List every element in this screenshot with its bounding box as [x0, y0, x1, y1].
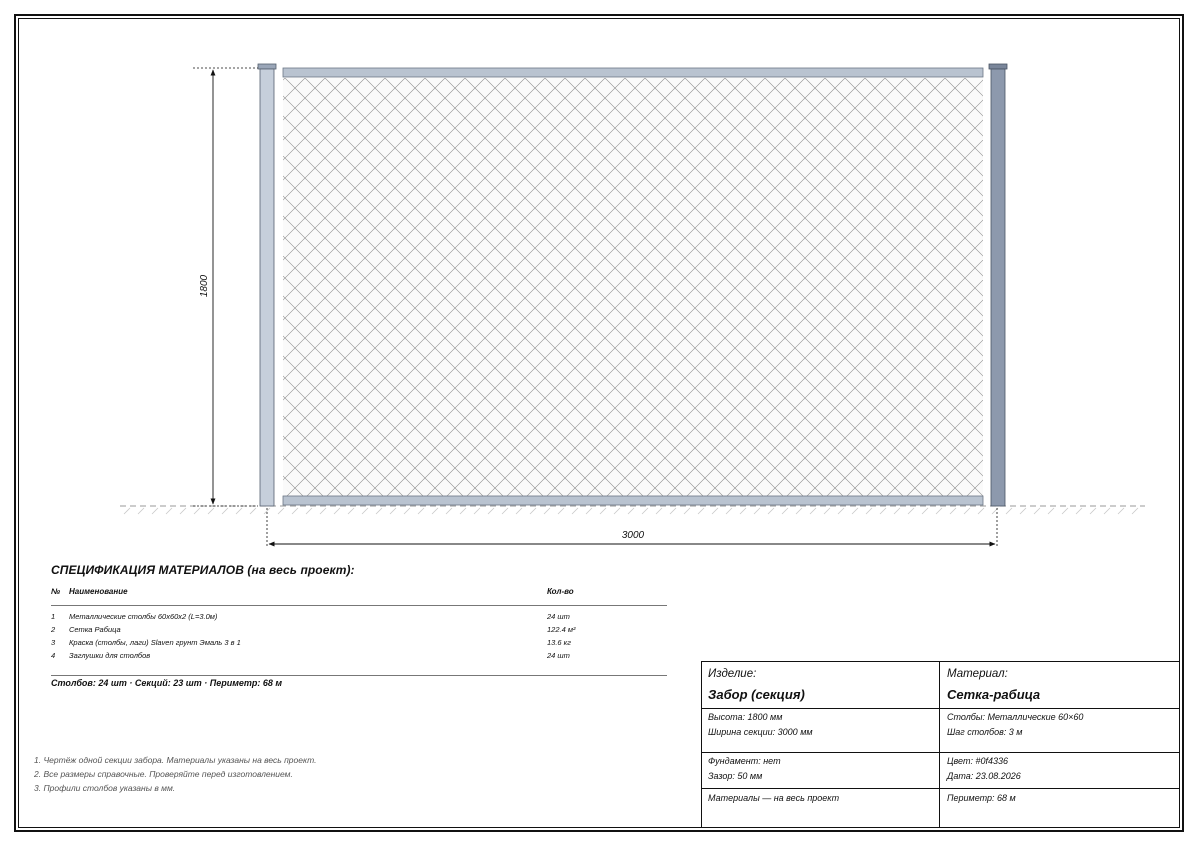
ground-hatch-stroke: [502, 508, 508, 514]
spec-row-name: Металлические столбы 60x60x2 (L=3.0м): [69, 612, 218, 621]
ground-hatch-stroke: [460, 508, 466, 514]
mesh-wire: [1185, 78, 1200, 496]
ground-hatch-stroke: [698, 508, 704, 514]
ground-hatch-stroke: [600, 508, 606, 514]
ground-hatch-stroke: [768, 508, 774, 514]
ground-hatch-stroke: [824, 508, 830, 514]
mesh-wire: [0, 78, 5, 496]
mesh-wire: [0, 78, 125, 496]
ground-hatch-stroke: [838, 508, 844, 514]
spec-col-qty: Кол-во: [547, 587, 574, 596]
ground-hatch-stroke: [572, 508, 578, 514]
spec-row: [51, 638, 671, 650]
mesh-wire: [0, 78, 283, 496]
ground-hatch-stroke: [1076, 508, 1082, 514]
ground-hatch-stroke: [684, 508, 690, 514]
ground-hatch-stroke: [796, 508, 802, 514]
spec-row-qty: 24 шт: [547, 651, 570, 660]
ground-hatch-stroke: [936, 508, 942, 514]
spec-header-rule: [51, 605, 667, 606]
ground-hatch-stroke: [894, 508, 900, 514]
ground-hatch-stroke: [1034, 508, 1040, 514]
ground-hatch-stroke: [516, 508, 522, 514]
color-info: Цвет: #0f4336: [947, 756, 1008, 766]
ground-hatch-stroke: [236, 508, 242, 514]
ground-hatch-stroke: [250, 508, 256, 514]
ground-hatch-stroke: [124, 508, 130, 514]
section-width-info: Ширина секции: 3000 мм: [708, 727, 813, 737]
ground-hatch-stroke: [418, 508, 424, 514]
drawing-notes: [34, 753, 316, 795]
spec-row-number: 2: [51, 625, 56, 634]
ground-hatch-stroke: [642, 508, 648, 514]
mesh-wire: [1145, 78, 1200, 496]
spec-row-qty: 13.6 кг: [547, 638, 571, 647]
ground-hatch-stroke: [152, 508, 158, 514]
perimeter-info: Периметр: 68 м: [947, 793, 1016, 803]
ground-hatch-stroke: [222, 508, 228, 514]
ground-hatch-stroke: [432, 508, 438, 514]
spec-row-name: Заглушки для столбов: [69, 651, 151, 660]
title-block-divider: [702, 752, 1179, 753]
ground-hatch-stroke: [208, 508, 214, 514]
ground-hatch-stroke: [194, 508, 200, 514]
mesh-wire: [0, 78, 323, 496]
right-post-cap: [989, 64, 1007, 69]
spec-row: [51, 651, 671, 663]
spec-row-number: 3: [51, 638, 56, 647]
ground-hatch-stroke: [880, 508, 886, 514]
ground-hatch-stroke: [782, 508, 788, 514]
ground-hatch-stroke: [544, 508, 550, 514]
spec-row-name: Сетка Рабица: [69, 625, 121, 634]
ground-hatch-stroke: [1104, 508, 1110, 514]
foundation-info: Фундамент: нет: [708, 756, 781, 766]
ground-hatch-stroke: [1006, 508, 1012, 514]
material-value: Сетка-рабица: [947, 687, 1041, 702]
ground-hatch-stroke: [726, 508, 732, 514]
mesh-wire: [1005, 78, 1200, 496]
mesh-wire: [0, 78, 325, 496]
height-dimension-label: 1800: [199, 274, 210, 298]
mesh-wire: [0, 78, 25, 496]
ground-hatch-stroke: [754, 508, 760, 514]
ground-hatch-stroke: [852, 508, 858, 514]
spec-row: [51, 612, 671, 624]
left-post-cap: [258, 64, 276, 69]
ground-hatch-stroke: [964, 508, 970, 514]
ground-hatch-stroke: [1090, 508, 1096, 514]
mesh-wire: [1105, 78, 1200, 496]
ground-hatch-stroke: [978, 508, 984, 514]
note-line: 2. Все размеры справочные. Проверяйте перед изготовлением.: [34, 769, 293, 779]
ground-hatch-stroke: [390, 508, 396, 514]
spec-row-number: 4: [51, 651, 56, 660]
product-value: Забор (секция): [708, 687, 805, 702]
mesh-wire: [0, 78, 285, 496]
mesh-wire: [0, 78, 145, 496]
material-label: Материал:: [947, 668, 1008, 680]
ground-hatch-stroke: [446, 508, 452, 514]
ground-hatch-stroke: [530, 508, 536, 514]
ground-hatch-stroke: [1118, 508, 1124, 514]
bottom-rail: [283, 496, 983, 505]
mesh-wire: [0, 78, 105, 496]
mesh-wire: [0, 78, 265, 496]
date-info: Дата: 23.08.2026: [947, 771, 1021, 781]
spec-row: [51, 625, 671, 637]
ground-hatch-stroke: [1132, 508, 1138, 514]
right-post: [991, 69, 1005, 506]
ground-hatch-stroke: [334, 508, 340, 514]
ground-hatch-stroke: [138, 508, 144, 514]
left-post: [260, 69, 274, 506]
ground-hatch-stroke: [1062, 508, 1068, 514]
ground-hatch-stroke: [1048, 508, 1054, 514]
mesh-wire: [0, 78, 225, 496]
post-step-info: Шаг столбов: 3 м: [947, 727, 1023, 737]
ground-hatch-stroke: [908, 508, 914, 514]
mesh-wire: [0, 78, 185, 496]
ground-hatch-stroke: [740, 508, 746, 514]
mesh-wire: [0, 78, 65, 496]
title-block-divider-vertical: [939, 662, 940, 827]
mesh-wire: [947, 78, 1200, 496]
ground-hatch-stroke: [866, 508, 872, 514]
mesh-wire: [0, 78, 165, 496]
spec-title: СПЕЦИФИКАЦИЯ МАТЕРИАЛОВ (на весь проект):: [51, 563, 355, 577]
mesh-wire: [1065, 78, 1200, 496]
ground-hatch-stroke: [306, 508, 312, 514]
ground-hatch-stroke: [320, 508, 326, 514]
mesh-wire: [0, 78, 85, 496]
ground-hatch: [124, 508, 1138, 514]
posts-info: Столбы: Металлические 60×60: [947, 712, 1084, 722]
ground-hatch-stroke: [670, 508, 676, 514]
mesh-wire: [0, 78, 305, 496]
spec-col-number: №: [51, 587, 61, 596]
ground-hatch-stroke: [348, 508, 354, 514]
product-label: Изделие:: [708, 668, 757, 680]
title-block-divider: [702, 708, 1179, 709]
ground-hatch-stroke: [810, 508, 816, 514]
materials-note: Материалы — на весь проект: [708, 793, 840, 803]
spec-col-name: Наименование: [69, 587, 128, 596]
title-block: [701, 661, 1180, 828]
ground-hatch-stroke: [922, 508, 928, 514]
mesh-wire: [1165, 78, 1200, 496]
spec-row-qty: 122.4 м²: [547, 625, 576, 634]
ground-hatch-stroke: [1020, 508, 1026, 514]
ground-hatch-stroke: [180, 508, 186, 514]
mesh-wire: [945, 78, 1200, 496]
ground-hatch-stroke: [376, 508, 382, 514]
mesh-wire: [0, 78, 45, 496]
ground-hatch-stroke: [362, 508, 368, 514]
spec-row-qty: 24 шт: [547, 612, 570, 621]
spec-summary: Столбов: 24 шт · Секций: 23 шт · Периметр: 68 м: [51, 678, 283, 688]
mesh-wire: [1125, 78, 1200, 496]
spec-row-number: 1: [51, 612, 56, 621]
spec-footer-rule: [51, 675, 667, 676]
mesh-wire: [0, 78, 205, 496]
mesh-wire: [1045, 78, 1200, 496]
ground-hatch-stroke: [586, 508, 592, 514]
gap-info: Зазор: 50 мм: [708, 771, 763, 781]
ground-hatch-stroke: [656, 508, 662, 514]
ground-hatch-stroke: [278, 508, 284, 514]
ground-hatch-stroke: [950, 508, 956, 514]
ground-hatch-stroke: [488, 508, 494, 514]
ground-hatch-stroke: [614, 508, 620, 514]
ground-hatch-stroke: [166, 508, 172, 514]
top-rail: [283, 68, 983, 77]
ground-hatch-stroke: [404, 508, 410, 514]
spec-row-name: Краска (столбы, лаги) Slaven грунт Эмаль 3 в 1: [69, 638, 241, 647]
note-line: 1. Чертёж одной секции забора. Материалы указаны на весь проект.: [34, 755, 317, 765]
mesh-wire: [0, 78, 303, 496]
ground-hatch-stroke: [558, 508, 564, 514]
ground-hatch-stroke: [474, 508, 480, 514]
mesh-wire: [1085, 78, 1200, 496]
height-info: Высота: 1800 мм: [708, 712, 783, 722]
ground-hatch-stroke: [292, 508, 298, 514]
mesh-wire: [985, 78, 1200, 496]
ground-hatch-stroke: [628, 508, 634, 514]
ground-hatch-stroke: [712, 508, 718, 514]
width-dimension-label: 3000: [621, 530, 645, 541]
note-line: 3. Профили столбов указаны в мм.: [34, 783, 176, 793]
title-block-divider: [702, 788, 1179, 789]
mesh-wire: [1025, 78, 1200, 496]
